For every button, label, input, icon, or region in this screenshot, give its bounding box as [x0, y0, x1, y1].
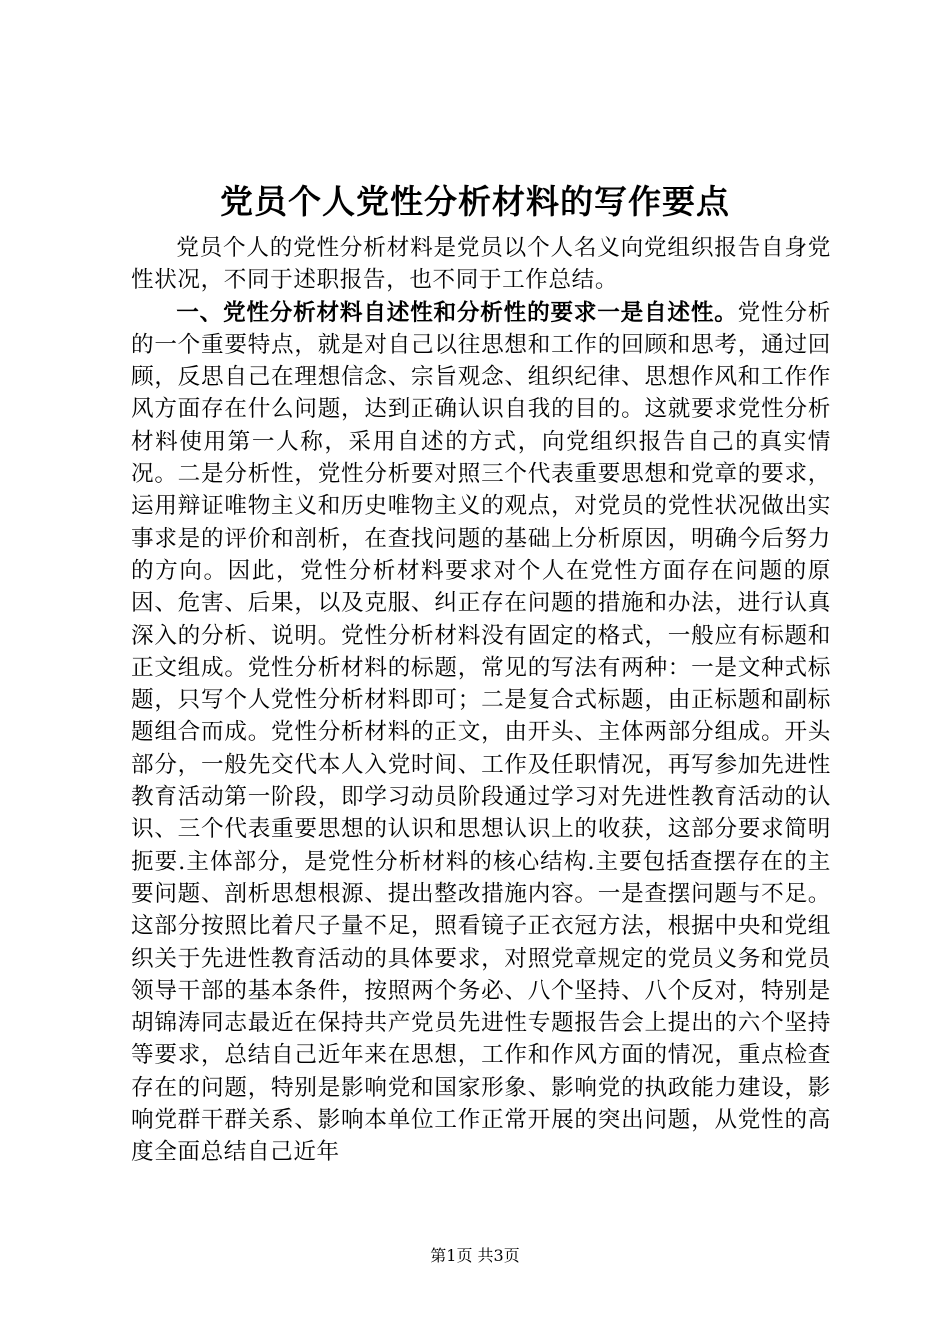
paragraph-section-one-text: 党性分析的一个重要特点，就是对自己以往思想和工作的回顾和思考，通过回顾，反思自己在理想信念、宗旨观念、组织纪律、思想作风和工作作风方面存在什么问题，达到正确认识自我的目的。这就要求党性分析材料使用第一人称，采用自述的方式，向党组织报告自己的真实情况。二是分析性，党性分析要对照三个代表重要思想和党章的要求，运用辩证唯物主义和历史唯物主义的观点，对党员的党性状况做出实事求是的评价和剖析，在查找问题的基础上分析原因，明确今后努力的方向。因此，党性分析材料要求对个人在党性方面存在问题的原因、危害、后果，以及克服、纠正存在问题的措施和办法，进行认真深入的分析、说明。党性分析材料没有固定的格式，一般应有标题和正文组成。党性分析材料的标题，常见的写法有两种：一是文种式标题，只写个人党性分析材料即可；二是复合式标题，由正标题和副标题组合而成。党性分析材料的正文，由开头、主体两部分组成。开头部分，一般先交代本人入党时间、工作及任职情况，再写参加先进性教育活动第一阶段，即学习动员阶段通过学习对先进性教育活动的认识、三个代表重要思想的认识和思想认识上的收获，这部分要求简明扼要.主体部分，是党性分析材料的核心结构.主要包括查摆存在的主要问题、剖析思想根源、提出整改措施内容。一是查摆问题与不足。这部分按照比着尺子量不足，照看镜子正衣冠方法，根据中央和党组织关于先进性教育活动的具体要求，对照党章规定的党员义务和党员领导干部的基本条件，按照两个务必、八个坚持、八个反对，特别是胡锦涛同志最近在保持共产党员先进性专题报告会上提出的六个坚持等要求，总结自己近年来在思想，工作和作风方面的情况，重点检查存在的问题，特别是影响党和国家形象、影响党的执政能力建设，影响党群干群关系、影响本单位工作正常开展的突出问题，从党性的高度全面总结自己近年 [131, 299, 831, 1166]
paragraph-intro-text: 党员个人的党性分析材料是党员以个人名义向党组织报告自身党性状况，不同于述职报告，也不同于工作总结。 [131, 235, 831, 294]
paragraph-intro [131, 232, 831, 297]
document-body [131, 232, 831, 1169]
page-title: 党员个人党性分析材料的写作要点 [220, 182, 730, 221]
paragraph-section-one [131, 297, 831, 1169]
section-heading: 一、党性分析材料自述性和分析性的要求一是自述性。 [176, 299, 738, 326]
page-footer: 第1页 共3页 [430, 1246, 520, 1265]
